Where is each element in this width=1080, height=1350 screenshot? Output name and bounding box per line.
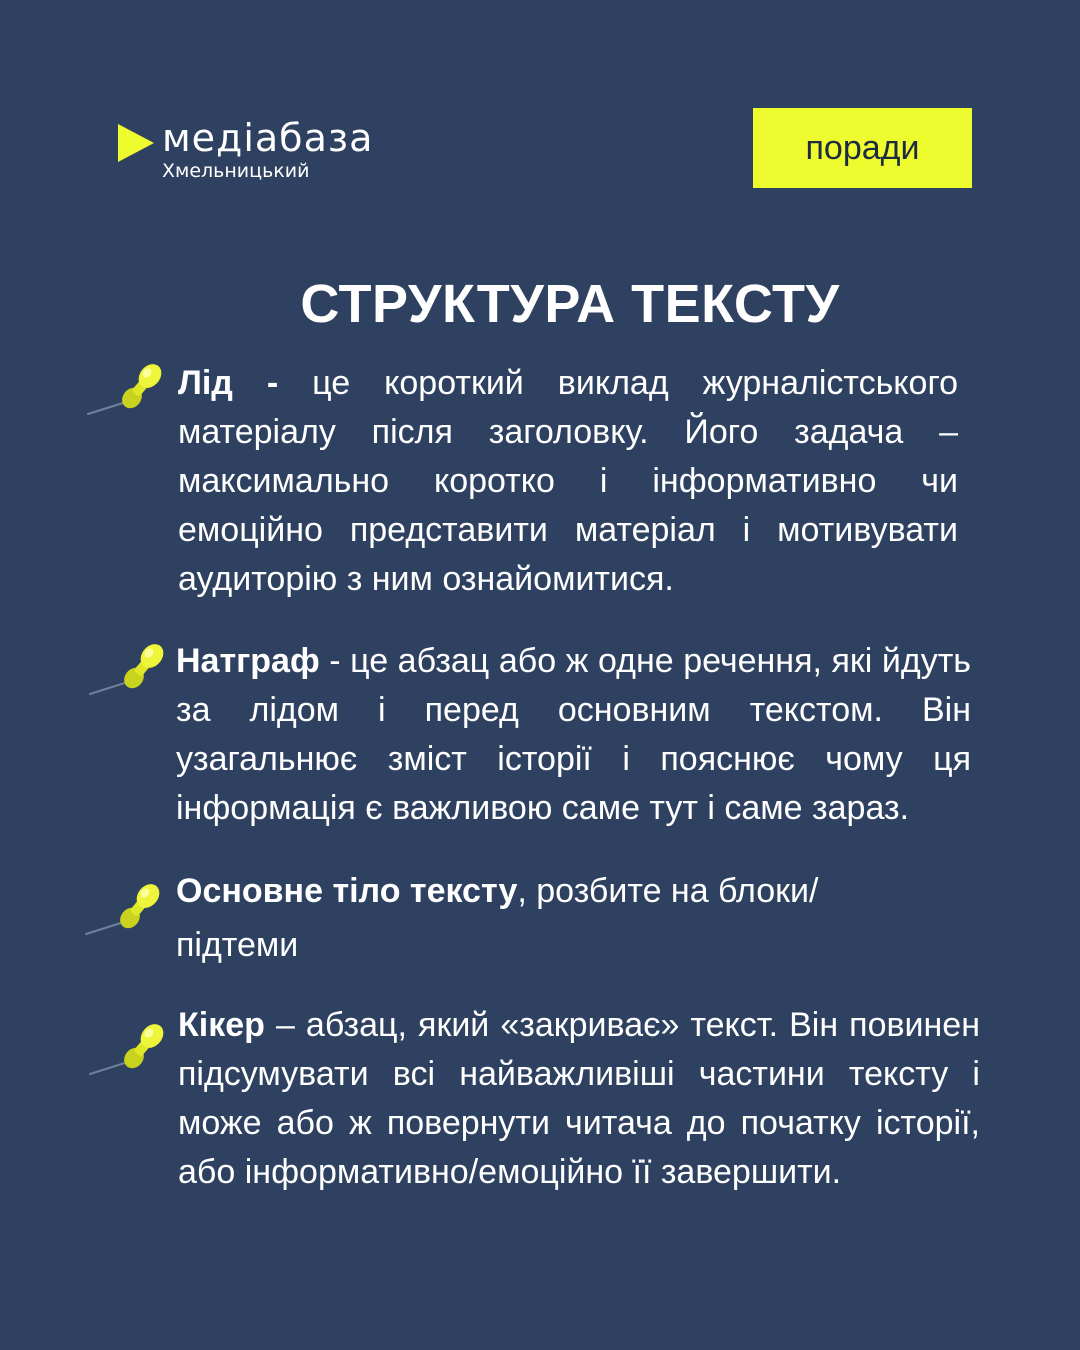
list-item-description: – абзац, який «закриває» текст. Він повинен підсумувати всі найважливіші частини тексту і може або ж повернути читача до початку історії, або інформативно/емоційно її завершити. [178,1006,980,1191]
list-item [178,1001,980,1197]
pushpin-icon [82,1022,172,1092]
category-tag [753,108,972,188]
list-item-term: Кікер [178,1006,265,1044]
play-triangle-icon [116,122,156,164]
logo [116,116,416,190]
list-item-description: - це абзац або ж одне речення, які йдуть за лідом і перед основним текстом. Він узагальнює зміст історії і пояснює чому ця інформація є важливою саме тут і саме зараз. [176,642,971,827]
list-item-description: це короткий виклад журналістського матеріалу після заголовку. Його задача – максимально коротко і інформативно чи емоційно представити матеріал і мотивувати аудиторію з ним ознайомитися. [178,364,959,598]
list-item-text [176,864,936,972]
list-item-description: , розбите на блоки/ підтеми [176,872,819,964]
list-item [178,359,958,604]
list-item-text [176,637,971,833]
list-item-text [178,359,958,604]
category-tag-label: поради [805,128,920,167]
list-item-term: Натграф [176,642,320,680]
list-item [176,637,971,833]
list-item-term: Основне тіло тексту [176,872,518,910]
page-title: СТРУКТУРА ТЕКСТУ [300,274,840,334]
list-item-term: Лід - [178,364,279,402]
pushpin-icon [80,362,170,432]
logo-name: медіабаза [162,116,374,160]
list-item [176,864,936,972]
list-item-text [178,1001,980,1197]
pushpin-icon [82,642,172,712]
logo-city: Хмельницький [162,160,310,182]
pushpin-icon [78,882,168,952]
